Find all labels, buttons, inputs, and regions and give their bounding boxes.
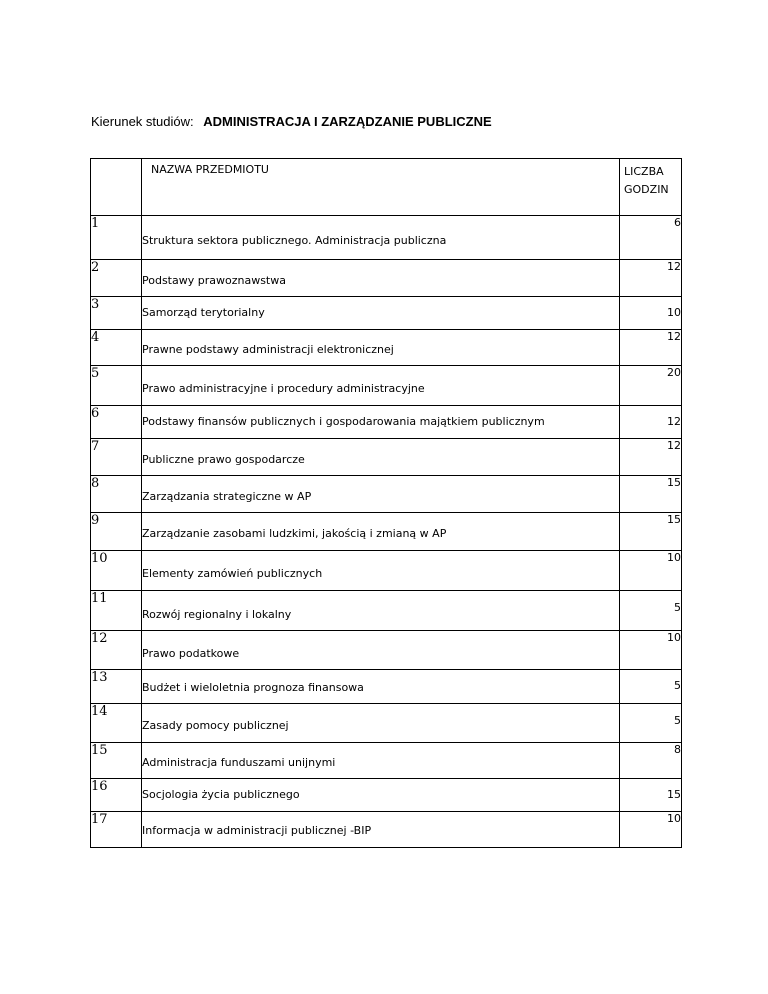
course-hours: 10 bbox=[620, 551, 682, 591]
heading-label: Kierunek studiów: bbox=[91, 114, 194, 129]
table-row bbox=[91, 330, 682, 366]
course-name: Zarządzanie zasobami ludzkimi, jakością i zmianą w AP bbox=[142, 513, 620, 551]
course-hours: 5 bbox=[620, 704, 682, 743]
document-heading bbox=[91, 114, 492, 129]
table-row bbox=[91, 551, 682, 591]
course-name: Administracja funduszami unijnymi bbox=[142, 743, 620, 779]
course-name: Prawo podatkowe bbox=[142, 631, 620, 670]
table-row bbox=[91, 216, 682, 260]
table-row bbox=[91, 513, 682, 551]
table-row bbox=[91, 812, 682, 848]
table-row bbox=[91, 260, 682, 297]
course-name: Prawne podstawy administracji elektronicznej bbox=[142, 330, 620, 366]
course-hours: 15 bbox=[620, 779, 682, 812]
course-hours: 12 bbox=[620, 406, 682, 439]
course-name: Struktura sektora publicznego. Administracja publiczna bbox=[142, 216, 620, 260]
row-number: 8 bbox=[91, 476, 142, 513]
header-number-cell bbox=[91, 159, 142, 216]
table-header-row bbox=[91, 159, 682, 216]
row-number: 14 bbox=[91, 704, 142, 743]
course-hours: 12 bbox=[620, 439, 682, 476]
header-course-name: NAZWA PRZEDMIOTU bbox=[142, 159, 620, 216]
table-row bbox=[91, 743, 682, 779]
row-number: 7 bbox=[91, 439, 142, 476]
course-hours: 5 bbox=[620, 670, 682, 704]
course-name: Zarządzania strategiczne w AP bbox=[142, 476, 620, 513]
course-name: Zasady pomocy publicznej bbox=[142, 704, 620, 743]
table-row bbox=[91, 631, 682, 670]
course-name: Prawo administracyjne i procedury administracyjne bbox=[142, 366, 620, 406]
course-name: Podstawy finansów publicznych i gospodarowania majątkiem publicznym bbox=[142, 406, 620, 439]
table-row bbox=[91, 297, 682, 330]
course-hours: 20 bbox=[620, 366, 682, 406]
header-hours-line1: LICZBA bbox=[624, 165, 664, 178]
course-hours: 6 bbox=[620, 216, 682, 260]
row-number: 13 bbox=[91, 670, 142, 704]
course-name: Socjologia życia publicznego bbox=[142, 779, 620, 812]
course-hours: 10 bbox=[620, 812, 682, 848]
course-name: Elementy zamówień publicznych bbox=[142, 551, 620, 591]
row-number: 9 bbox=[91, 513, 142, 551]
row-number: 17 bbox=[91, 812, 142, 848]
table-row bbox=[91, 439, 682, 476]
header-hours-line2: GODZIN bbox=[624, 183, 669, 196]
course-hours: 10 bbox=[620, 631, 682, 670]
row-number: 15 bbox=[91, 743, 142, 779]
course-hours: 15 bbox=[620, 513, 682, 551]
course-name: Rozwój regionalny i lokalny bbox=[142, 591, 620, 631]
major-name: ADMINISTRACJA I ZARZĄDZANIE PUBLICZNE bbox=[203, 114, 492, 129]
row-number: 3 bbox=[91, 297, 142, 330]
course-hours: 10 bbox=[620, 297, 682, 330]
table-row bbox=[91, 476, 682, 513]
course-name: Samorząd terytorialny bbox=[142, 297, 620, 330]
table-row bbox=[91, 406, 682, 439]
course-name: Publiczne prawo gospodarcze bbox=[142, 439, 620, 476]
row-number: 12 bbox=[91, 631, 142, 670]
course-hours: 12 bbox=[620, 330, 682, 366]
row-number: 2 bbox=[91, 260, 142, 297]
row-number: 5 bbox=[91, 366, 142, 406]
row-number: 4 bbox=[91, 330, 142, 366]
table-row bbox=[91, 591, 682, 631]
row-number: 6 bbox=[91, 406, 142, 439]
row-number: 16 bbox=[91, 779, 142, 812]
table-row bbox=[91, 704, 682, 743]
row-number: 1 bbox=[91, 216, 142, 260]
header-hours bbox=[620, 159, 682, 216]
table-row bbox=[91, 366, 682, 406]
course-table bbox=[90, 158, 682, 848]
course-hours: 12 bbox=[620, 260, 682, 297]
course-hours: 15 bbox=[620, 476, 682, 513]
table-row bbox=[91, 670, 682, 704]
row-number: 11 bbox=[91, 591, 142, 631]
table-row bbox=[91, 779, 682, 812]
course-name: Informacja w administracji publicznej -BIP bbox=[142, 812, 620, 848]
course-name: Budżet i wieloletnia prognoza finansowa bbox=[142, 670, 620, 704]
row-number: 10 bbox=[91, 551, 142, 591]
course-name: Podstawy prawoznawstwa bbox=[142, 260, 620, 297]
course-hours: 5 bbox=[620, 591, 682, 631]
course-hours: 8 bbox=[620, 743, 682, 779]
